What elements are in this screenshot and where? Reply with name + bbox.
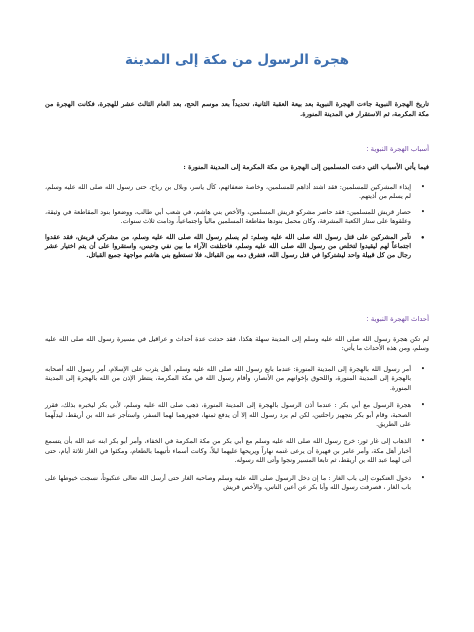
bullet-dot-icon: • (420, 365, 425, 373)
intro-paragraph: تاريخ الهجرة النبوية جاءت الهجرة النبوية بعد بيعة العقبة الثانية، تحديداً بعد موسم الحج، بعد العام الثالث عشر للهجرة، فكانت الهجرة من مكة المكرمة، ثم الاستقرار في المدينة المنورة. (45, 100, 429, 118)
bullet-dot-icon: • (420, 401, 425, 410)
section-subheading-reasons: فيما يأتي الأسباب التي دعت المسلمين إلى الهجرة من مكة المكرمة إلى المدينة المنورة : (183, 163, 429, 171)
list-item (45, 365, 429, 393)
list-item (45, 437, 429, 465)
list-item-text: حصار قريش للمسلمين: فقد حاصر مشركو قريش المسلمين، والأخص بني هاشم، في شعب أبي طالب، ووضعوا بنود المقاطعة في وثيقة، وعلقوها على ستار الكعبة المشرفة، وكان محمل بنودها مقاطعة المسلمين مالياً واجتماعياً، ودامت ثلاث سنوات. (45, 207, 411, 226)
section-heading-events: أحداث الهجرة النبوية : (366, 315, 429, 323)
events-list (45, 365, 429, 498)
list-item (45, 208, 429, 227)
page-title: هجرة الرسول من مكة إلى المدينة (124, 52, 350, 68)
reasons-list (45, 183, 429, 267)
bullet-dot-icon: • (420, 437, 425, 446)
list-item-text: دخول العنكبوت إلى باب الغار : ما إن دخل الرسول صلى الله عليه وسلم وصاحبه الغار حتى أرسل الله تعالى عنكبوتاً، نسجت خيوطها على باب الغار ، فصرفت رسول الله وأبا بكر عن أعين الناس، والأخص قريش (45, 473, 411, 492)
list-item (45, 474, 429, 493)
bullet-dot-icon: • (420, 232, 425, 242)
bullet-dot-icon: • (420, 183, 425, 191)
list-item-text: الذهاب إلى غار ثور: خرج رسول الله صلى الله عليه وسلم مع أبي بكر من مكة المكرمة في الخفاء، وأمر أبو بكر ابنه عبد الله بأن يتسمع أخبار أهل مكة، وأمر عامر بن فهيرة أن يرعى غنمه نهاراً ويريحها عليهما ليلاً، وكانت أسماء تأتيهما بالطعام، ومكثوا في الغار ثلاثة أيام، حتى أتى لهما عبد الله بن أريقط، ثم تابعا المسير ونجوا وأتى الله رسوله. (45, 437, 411, 465)
events-intro-paragraph: لم تكن هجرة رسول الله صلى الله عليه وسلم إلى المدينة سهلة هكذا، فقد حدثت عدة أحداث و عراقيل في مسيرة رسول الله صلى الله عليه وسلم، ومن هذه الأحداث ما يأتي: (45, 335, 429, 353)
list-item (45, 233, 429, 261)
list-item-text: هجرة الرسول مع أبي بكر : عندما أذن الرسول بالهجرة إلى المدينة المنورة، ذهب صلى الله عليه وسلم، لأبي بكر ليخبره بذلك، فقرر الصحبة، وقام أبو بكر بتجهيز راحلتين، لكن لم يرد رسول الله إلا أن يدفع ثمنها، فجهزهما لهما السفر، واستأجر عبد الله بن أريقط، ليدلّهما على الطريق. (45, 401, 411, 429)
list-item-text: أمر رسول الله بالهجرة إلى المدينة المنورة: عندما بايع رسول الله صلى الله عليه وسلم، أهل يثرب على الإسلام، أمر رسول الله أصحابه بالهجرة إلى المدينة المنورة، واللحوق بإخوانهم من الأنصار، وأقام رسول الله في مكة المكرمة، ينتظر الإذن من الله بالهجرة إلى المدينة المنورة. (45, 365, 411, 392)
list-item (45, 401, 429, 429)
bullet-dot-icon: • (420, 473, 425, 482)
section-heading-reasons: أسباب الهجرة النبوية : (366, 145, 429, 153)
list-item-text: تآمر المشركين على قتل رسول الله صلى الله عليه وسلم: لم يسلم رسول الله صلى الله عليه وسلم، من مشركي قريش، فقد عقدوا اجتماعاً لهم ليقيدوا لتخلص من رسول الله صلى الله عليه وسلم، فاختلفت الآراء ما بين نفي وحبس، واستقروا على أن يتم اختيار عشر رجال من كل قبيلة واحد ليشتركوا في قتل رسول الله، فتفرق دمه بين القبائل، فلا تستطيع بني هاشم مواجهة جميع القبائل. (45, 232, 411, 260)
list-item (45, 183, 429, 202)
bullet-dot-icon: • (420, 207, 425, 216)
list-item-text: إيذاء المشركين للمسلمين: فقد اشتد أذاهم للمسلمين، وخاصة ضعفائهم، كآل ياسر، وبلال بن رباح، حتى رسول الله صلى الله عليه وسلم، لم يسلم من أذيتهم. (45, 183, 411, 201)
